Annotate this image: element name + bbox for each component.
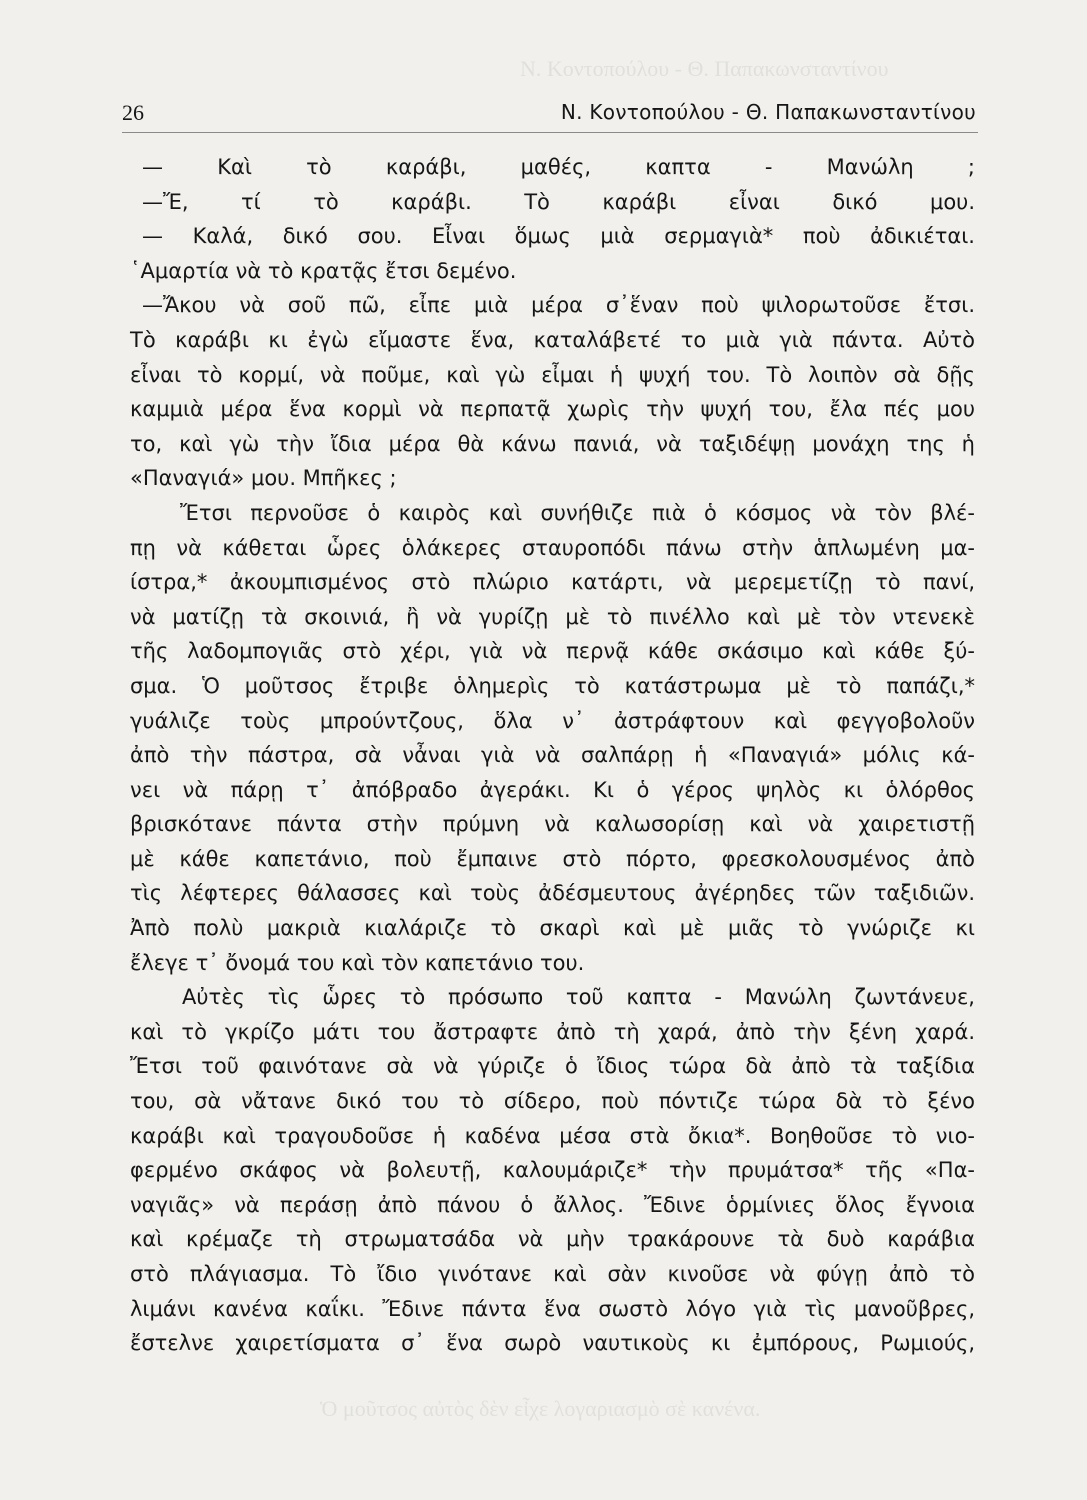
text-line: —Ἄκου νὰ σοῦ πῶ, εἶπε μιὰ μέρα σ᾿ἕναν ποὺ ψιλορωτοῦσε ἔτσι.: [142, 293, 975, 318]
text-line: φερμένο σκάφος νὰ βολευτῇ, καλουμάριζε* τὴν πρυμάτσα* τῆς «Πα-: [130, 1158, 975, 1183]
text-line: ναγιᾶς» νὰ περάσῃ ἀπὸ πάνου ὁ ἄλλος. Ἔδινε ὁρμίνιες ὅλος ἔγνοια: [130, 1192, 975, 1217]
text-line: — Καὶ τὸ καράβι, μαθές, καπτα - Μανώλη ;: [142, 155, 975, 179]
text-line: «Παναγιά» μου. Μπῆκες ;: [130, 466, 397, 491]
text-line: σμα. Ὁ μοῦτσος ἔτριβε ὁλημερὶς τὸ κατάστρωμα μὲ τὸ παπάζι,*: [130, 673, 975, 698]
text-line: τὶς λέφτερες θάλασσες καὶ τοὺς ἀδέσμευτους ἀγέρηδες τῶν ταξιδιῶν.: [130, 881, 975, 906]
text-line: — Καλά, δικό σου. Εἶναι ὅμως μιὰ σερμαγιὰ* ποὺ ἀδικιέται.: [142, 224, 975, 249]
text-line: ἔστελνε χαιρετίσματα σ᾿ ἕνα σωρὸ ναυτικοὺς κι ἐμπόρους, Ρωμιούς,: [130, 1331, 975, 1356]
text-line: τῆς λαδομπογιᾶς στὸ χέρι, γιὰ νὰ περνᾷ κάθε σκάσιμο καὶ κάθε ξύ-: [130, 639, 975, 664]
text-line: νει νὰ πάρῃ τ᾿ ἀπόβραδο ἀγεράκι. Κι ὁ γέρος ψηλὸς κι ὁλόρθος: [130, 777, 975, 802]
text-line: λιμάνι κανένα καΐκι. Ἔδινε πάντα ἕνα σωστὸ λόγο γιὰ τὶς μανοῦβρες,: [130, 1296, 975, 1321]
text-line: στὸ πλάγιασμα. Τὸ ἴδιο γινότανε καὶ σὰν κινοῦσε νὰ φύγῃ ἀπὸ τὸ: [130, 1262, 975, 1286]
body-text: [130, 150, 975, 1361]
text-line: ίστρα,* ἀκουμπισμένος στὸ πλώριο κατάρτι, νὰ μερεμετίζῃ τὸ πανί,: [130, 570, 975, 595]
text-line: ῾Αμαρτία νὰ τὸ κρατᾷς ἔτσι δεμένο.: [130, 258, 517, 283]
bleed-through-line: Ν. Κοντοπούλου - Θ. Παπακωνσταντίνου: [520, 56, 889, 81]
text-line: νὰ ματίζῃ τὰ σκοινιά, ἢ νὰ γυρίζῃ μὲ τὸ πινέλλο καὶ μὲ τὸν ντενεκὲ: [130, 604, 975, 629]
text-line: καμμιὰ μέρα ἕνα κορμὶ νὰ περπατᾷ χωρὶς τὴν ψυχή του, ἔλα πές μου: [130, 397, 975, 422]
text-line: μὲ κάθε καπετάνιο, ποὺ ἔμπαινε στὸ πόρτο, φρεσκολουσμένος ἀπὸ: [130, 846, 975, 871]
page-header: [122, 98, 978, 133]
text-line: καὶ τὸ γκρίζο μάτι του ἄστραφτε ἀπὸ τὴ χαρά, ἀπὸ τὴν ξένη χαρά.: [130, 1019, 975, 1044]
text-line: εἶναι τὸ κορμί, νὰ ποῦμε, καὶ γὼ εἶμαι ἡ ψυχή του. Τὸ λοιπὸν σὰ δῇς: [130, 362, 975, 387]
bleed-through-line: Ὁ μοῦτσος αὐτὸς δὲν εἶχε λογαριασμὸ σὲ κανένα.: [320, 1396, 761, 1421]
running-head: Ν. Κοντοπούλου - Θ. Παπακωνσταντίνου: [560, 100, 976, 124]
text-line: —Ἔ, τί τὸ καράβι. Τὸ καράβι εἶναι δικό μου.: [142, 189, 975, 214]
text-line: του, σὰ νἄτανε δικό του τὸ σίδερο, ποὺ πόντιζε τώρα δὰ τὸ ξένο: [130, 1089, 975, 1114]
text-line: Τὸ καράβι κι ἐγὼ εἴμαστε ἕνα, καταλάβετέ το μιὰ γιὰ πάντα. Αὐτὸ: [130, 327, 975, 352]
text-line: ἀπὸ τὴν πάστρα, σὰ νἆναι γιὰ νὰ σαλπάρῃ ἡ «Παναγιά» μόλις κά-: [130, 743, 975, 768]
text-line: Ἔτσι τοῦ φαινότανε σὰ νὰ γύριζε ὁ ἴδιος τώρα δὰ ἀπὸ τὰ ταξίδια: [130, 1054, 975, 1079]
text-line: Ἔτσι περνοῦσε ὁ καιρὸς καὶ συνήθιζε πιὰ ὁ κόσμος νὰ τὸν βλέ-: [180, 500, 975, 525]
text-line: Αὐτὲς τὶς ὧρες τὸ πρόσωπο τοῦ καπτα - Μανώλη ζωντάνευε,: [182, 985, 975, 1010]
text-line: ἔλεγε τ᾿ ὄνομά του καὶ τὸν καπετάνιο του.: [130, 950, 585, 975]
text-line: γυάλιζε τοὺς μπρούντζους, ὅλα ν᾿ ἀστράφτουν καὶ φεγγοβολοῦν: [130, 708, 975, 733]
text-line: καράβι καὶ τραγουδοῦσε ἡ καδένα μέσα στὰ ὄκια*. Βοηθοῦσε τὸ νιο-: [130, 1123, 975, 1148]
text-line: Ἀπὸ πολὺ μακριὰ κιαλάριζε τὸ σκαρὶ καὶ μὲ μιᾶς τὸ γνώριζε κι: [130, 916, 975, 941]
text-line: το, καὶ γὼ τὴν ἴδια μέρα θὰ κάνω πανιά, νὰ ταξιδέψῃ μονάχη της ἡ: [130, 431, 975, 456]
text-line: καὶ κρέμαζε τὴ στρωματσάδα νὰ μὴν τρακάρουνε τὰ δυὸ καράβια: [130, 1227, 975, 1252]
page-number: 26: [122, 100, 144, 125]
text-line: πῃ νὰ κάθεται ὧρες ὁλάκερες σταυροπόδι πάνω στὴν ἁπλωμένη μα-: [130, 535, 975, 560]
text-line: βρισκότανε πάντα στὴν πρύμνη νὰ καλωσορίσῃ καὶ νὰ χαιρετιστῇ: [130, 812, 975, 837]
